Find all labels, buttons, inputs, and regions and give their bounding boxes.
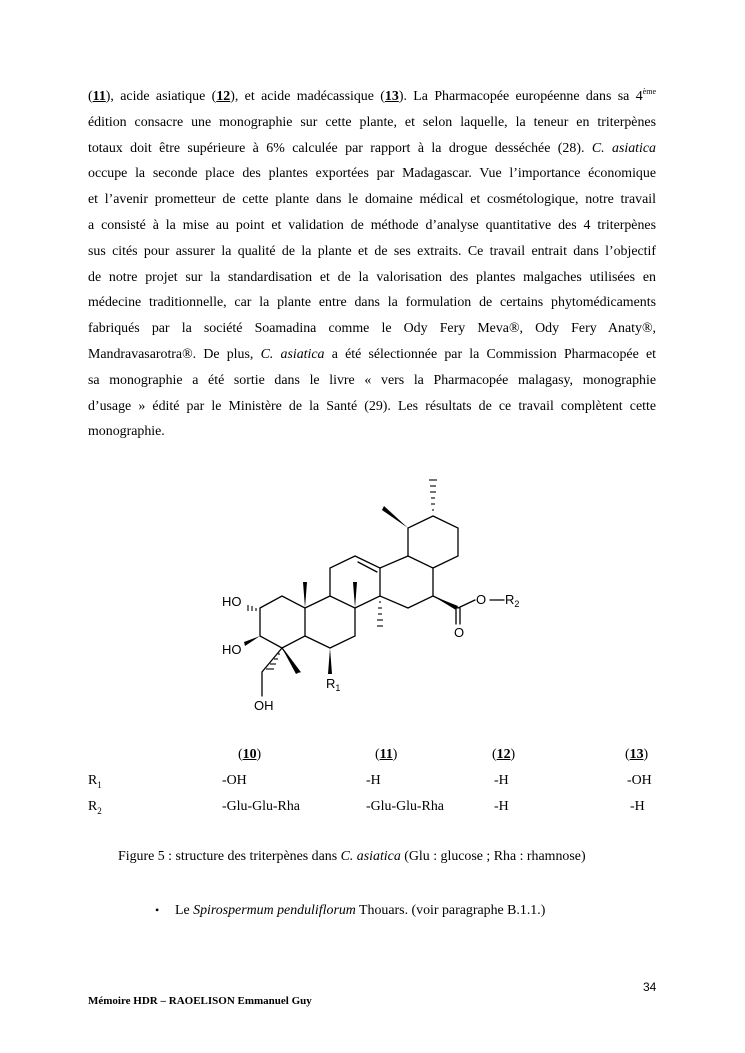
label-ho-top: HO xyxy=(222,594,242,609)
table-cell: -Glu-Glu-Rha xyxy=(366,799,444,814)
paragraph-line-12: sa monographie a été sortie dans le livre « vers la Pharmacopée malagasy, monographie xyxy=(88,372,656,388)
wedge-ho-c3 xyxy=(244,636,260,646)
triterpene-structure-diagram xyxy=(215,470,555,720)
label-o-ester: O xyxy=(476,592,487,607)
paragraph-line-5: et l’avenir prometteur de cette plante dans le domaine médical et cosmétologique, notre travail xyxy=(88,192,656,208)
hashed-methyl-c19 xyxy=(429,480,437,510)
paragraph-line-8: de notre projet sur la standardisation et de la valorisation des plantes malgaches utilisées en xyxy=(88,269,656,285)
paragraph-line-6: a consisté à la mise au point et validation de méthode d’analyse quantitative des 4 triterpènes xyxy=(88,217,656,233)
wedge-r1 xyxy=(328,648,332,674)
table-header-11: (11) xyxy=(375,747,398,762)
wedge-ester xyxy=(433,596,458,610)
hashed-ch2 xyxy=(266,654,280,669)
table-cell: -H xyxy=(366,773,381,788)
label-o-carbonyl: O xyxy=(454,625,465,640)
label-oh-bottom: OH xyxy=(254,698,274,713)
paragraph-line-13: d’usage » édité par le Ministère de la Santé (29). Les résultats de ce travail complètent cette xyxy=(88,398,656,414)
label-r2: $R_2$ xyxy=(505,592,520,609)
paragraph-line-7: sus cités pour assurer la qualité de la plante et de ses extraits. Ce travail entrait dans l’objectif xyxy=(88,243,656,259)
table-header-12: (12) xyxy=(492,747,516,762)
double-bond xyxy=(358,562,377,572)
table-header-13: (13) xyxy=(625,747,649,762)
table-cell: -OH xyxy=(627,773,652,788)
bullet-icon: • xyxy=(155,903,160,917)
hashed-methyl-c14 xyxy=(377,602,383,626)
hashed-ho-c2 xyxy=(248,605,256,611)
paragraph-line-4: occupe la seconde place des plantes exportées par Madagascar. Vue l’importance économique xyxy=(88,166,656,182)
table-header-10: (10) xyxy=(238,747,262,762)
compound-ref-12: 12 xyxy=(216,89,231,104)
table-cell: -Glu-Glu-Rha xyxy=(222,799,300,814)
table-row-label-r2: $R_2$ xyxy=(88,799,102,816)
wedge-methyl-c20 xyxy=(382,506,408,528)
paragraph-line-11: Mandravasarotra®. De plus, C. asiatica a été sélectionnée par la Commission Pharmacopée et xyxy=(88,346,656,362)
superscript-eme: ème xyxy=(642,87,656,96)
paragraph-line-2: édition consacre une monographie sur cette plante, et selon laquelle, la teneur en triterpènes xyxy=(88,114,656,130)
table-cell: -OH xyxy=(222,773,247,788)
compound-ref-13: 13 xyxy=(384,89,399,104)
footer-text: Mémoire HDR – RAOELISON Emmanuel Guy xyxy=(88,995,312,1007)
bullet-item: • Le Spirospermum penduliflorum Thouars. (voir paragraphe B.1.1.) xyxy=(155,903,546,918)
paragraph-line-3: totaux doit être supérieure à 6% calculée par rapport à la drogue desséchée (28). C. asiatica xyxy=(88,140,656,156)
table-cell: -H xyxy=(630,799,645,814)
label-r1: $R_1$ xyxy=(326,676,341,693)
ring-d-bonds xyxy=(380,556,433,608)
table-cell: -H xyxy=(494,773,509,788)
wedge-c4-methyl xyxy=(282,648,300,674)
wedge-methyl-c8 xyxy=(353,582,357,608)
table-cell: -H xyxy=(494,799,509,814)
table-row-label-r1: $R_1$ xyxy=(88,773,102,790)
ch2oh-chain-bonds xyxy=(262,648,282,696)
page-number: 34 xyxy=(643,980,657,994)
label-ho-mid: HO xyxy=(222,642,242,657)
ring-a-bonds xyxy=(260,596,305,648)
paragraph-line-9: médecine traditionnelle, car la plante entre dans la formulation de certains phytomédicaments xyxy=(88,295,656,311)
paragraph-line-14: monographie. xyxy=(88,424,165,440)
ring-b-bonds xyxy=(305,596,355,648)
wedge-methyl-c10 xyxy=(303,582,307,608)
paragraph-line-10: fabriqués par la société Soamadina comme le Ody Fery Meva®, Ody Fery Anaty®, xyxy=(88,321,656,337)
figure-caption: Figure 5 : structure des triterpènes dans C. asiatica (Glu : glucose ; Rha : rhamnose) xyxy=(118,849,586,864)
compound-ref-11: 11 xyxy=(92,89,106,104)
paragraph-line-1: (11), acide asiatique (12), et acide madécassique (13). La Pharmacopée européenne dans sa 4ème xyxy=(88,87,656,104)
body-paragraph xyxy=(88,84,656,445)
